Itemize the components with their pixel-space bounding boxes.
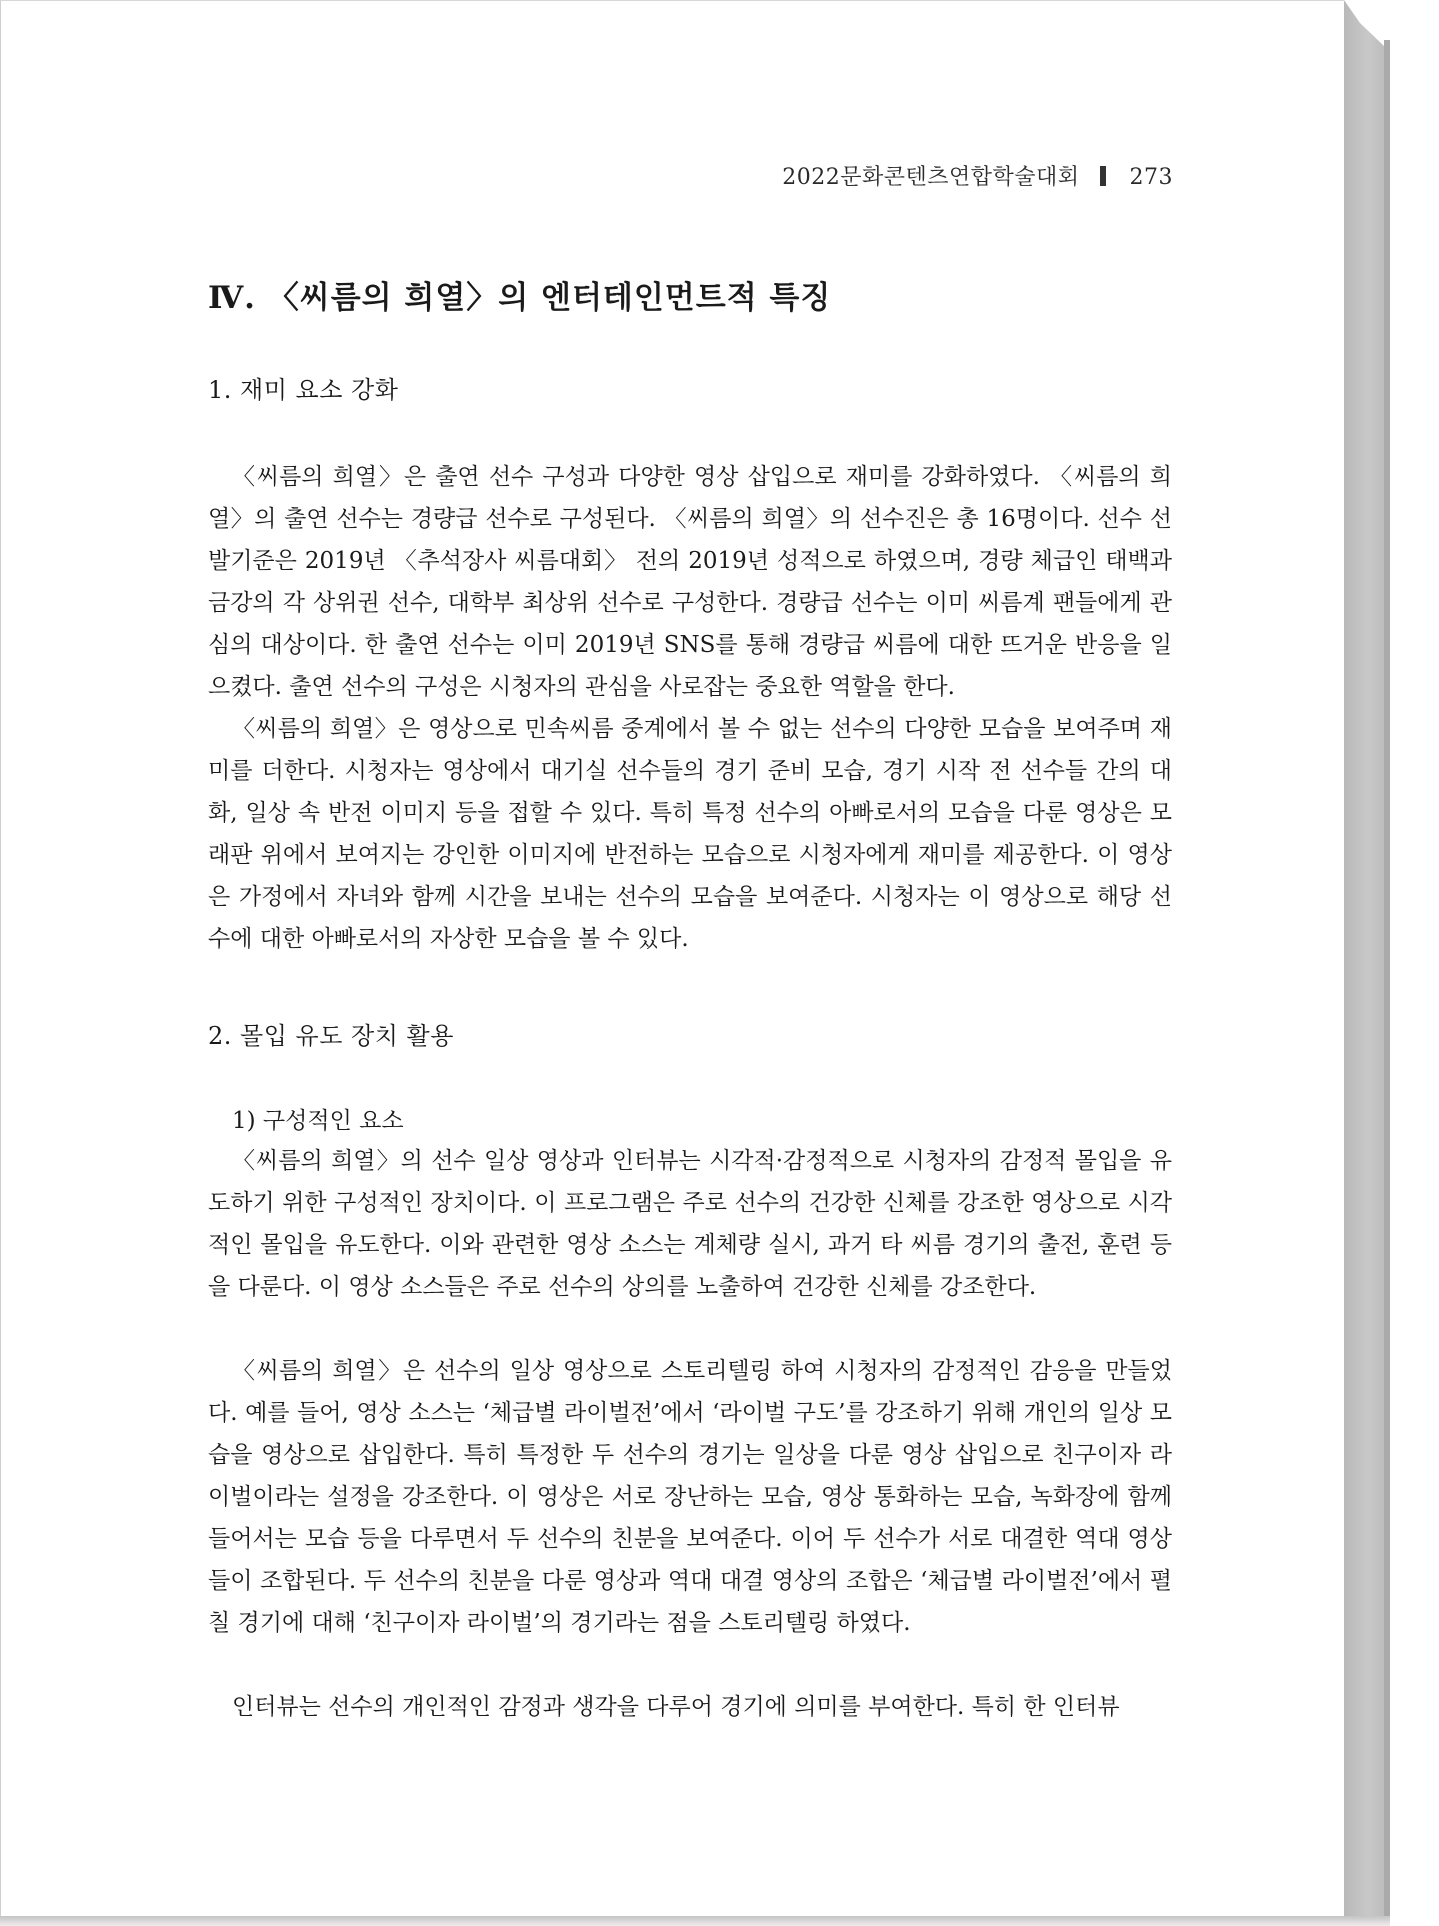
running-header bbox=[782, 160, 1173, 191]
paragraph-2-2: 〈씨름의 희열〉은 선수의 일상 영상으로 스토리텔링 하여 시청자의 감정적인 감응을 만들었다. 예를 들어, 영상 소스는 ‘체급별 라이벌전’에서 ‘라이벌 구도’를 강조하기 위해 개인의 일상 모습을 영상으로 삽입한다. 특히 특정한 두 선수의 경기는 일상을 다룬 영상 삽입으로 친구이자 라이벌이라는 설정을 강조한다. 이 영상은 서로 장난하는 모습, 영상 통화하는 모습, 녹화장에 함께 들어서는 모습 등을 다루면서 두 선수의 친분을 보여준다. 이어 두 선수가 서로 대결한 역대 영상들이 조합된다. 두 선수의 친분을 다룬 영상과 역대 대결 영상의 조합은 ‘체급별 라이벌전’에서 펼칠 경기에 대해 ‘친구이자 라이벌’의 경기라는 점을 스토리텔링 하였다. bbox=[208, 1358, 1172, 1636]
page-bottom-shadow bbox=[0, 1916, 1390, 1926]
paragraph-2-3: 인터뷰는 선수의 개인적인 감정과 생각을 다루어 경기에 의미를 부여한다. 특히 한 인터뷰 bbox=[232, 1694, 1120, 1720]
journal-name: 2022문화콘텐츠연합학술대회 bbox=[782, 165, 1080, 190]
page-stack-edge bbox=[1344, 0, 1384, 1916]
section-heading-1: 1. 재미 요소 강화 bbox=[208, 376, 399, 404]
section-heading-2: 2. 몰입 유도 장치 활용 bbox=[208, 1022, 454, 1050]
sub-heading-2-1: 1) 구성적인 요소 bbox=[232, 1108, 404, 1134]
paragraph-1-1: 〈씨름의 희열〉은 출연 선수 구성과 다양한 영상 삽입으로 재미를 강화하였다. 〈씨름의 희열〉의 출연 선수는 경량급 선수로 구성된다. 〈씨름의 희열〉의 선수진은 총 16명이다. 선수 선발기준은 2019년 〈추석장사 씨름대회〉 전의 2019년 성적으로 하였으며, 경량 체급인 태백과 금강의 각 상위권 선수, 대학부 최상위 선수로 구성한다. 경량급 선수는 이미 씨름계 팬들에게 관심의 대상이다. 한 출연 선수는 이미 2019년 SNS를 통해 경량급 씨름에 대한 뜨거운 반응을 일으켰다. 출연 선수의 구성은 시청자의 관심을 사로잡는 중요한 역할을 한다. bbox=[208, 464, 1172, 700]
page-number: 273 bbox=[1129, 165, 1173, 190]
header-separator bbox=[1100, 166, 1106, 186]
page-stack-shadow bbox=[1384, 40, 1390, 1916]
chapter-title: Ⅳ. 〈씨름의 희열〉의 엔터테인먼트적 특징 bbox=[208, 280, 832, 316]
paragraph-2-1: 〈씨름의 희열〉의 선수 일상 영상과 인터뷰는 시각적·감정적으로 시청자의 감정적 몰입을 유도하기 위한 구성적인 장치이다. 이 프로그램은 주로 선수의 건강한 신체를 강조한 영상으로 시각적인 몰입을 유도한다. 이와 관련한 영상 소스는 계체량 실시, 과거 타 씨름 경기의 출전, 훈련 등을 다룬다. 이 영상 소스들은 주로 선수의 상의를 노출하여 건강한 신체를 강조한다. bbox=[208, 1148, 1172, 1300]
paragraph-1-2: 〈씨름의 희열〉은 영상으로 민속씨름 중계에서 볼 수 없는 선수의 다양한 모습을 보여주며 재미를 더한다. 시청자는 영상에서 대기실 선수들의 경기 준비 모습, 경기 시작 전 선수들 간의 대화, 일상 속 반전 이미지 등을 접할 수 있다. 특히 특정 선수의 아빠로서의 모습을 다룬 영상은 모래판 위에서 보여지는 강인한 이미지에 반전하는 모습으로 시청자에게 재미를 제공한다. 이 영상은 가정에서 자녀와 함께 시간을 보내는 선수의 모습을 보여준다. 시청자는 이 영상으로 해당 선수에 대한 아빠로서의 자상한 모습을 볼 수 있다. bbox=[208, 716, 1172, 952]
